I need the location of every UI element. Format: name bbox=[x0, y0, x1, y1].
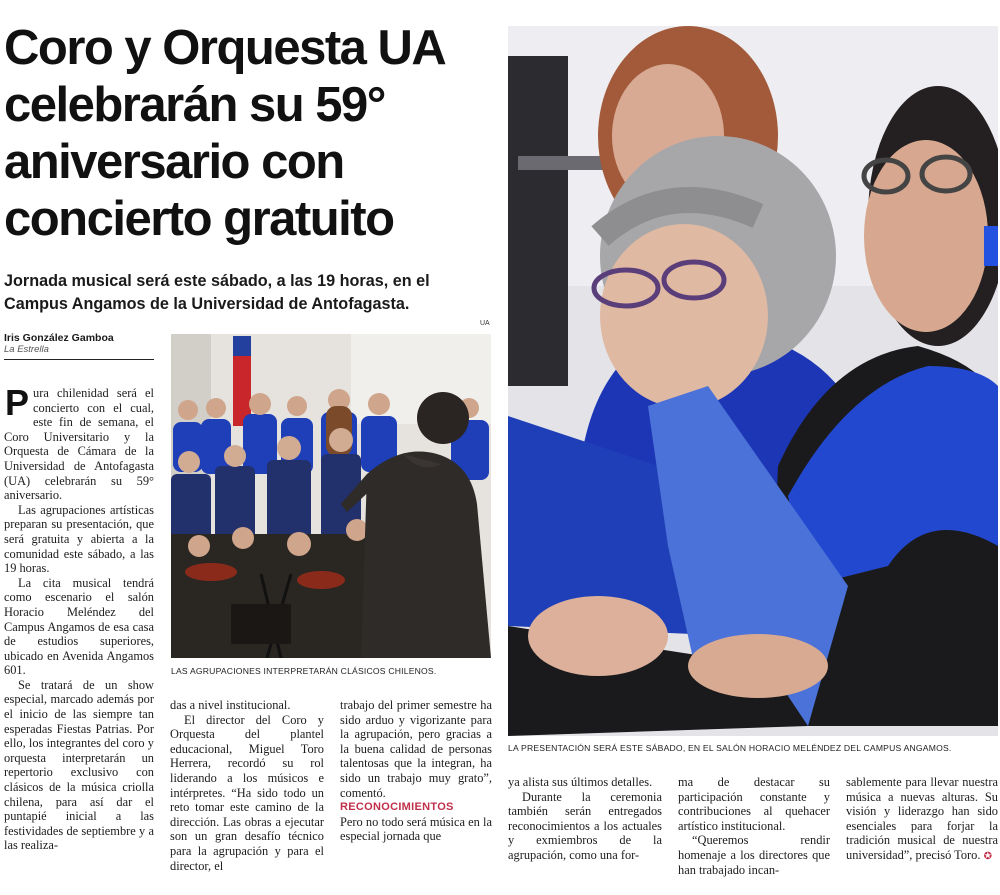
paragraph-1: ura chilenidad será el concierto con el cual, este fin de semana, el Coro Universitario y la Orquesta de Cámara de la Universidad de Antofagasta (UA) celebrarán su 59° aniversario. bbox=[4, 386, 154, 503]
caption-small-photo: LAS AGRUPACIONES INTERPRETARÁN CLÁSICOS CHILENOS. bbox=[171, 666, 437, 676]
paragraph-7-part-b: ma de destacar su participación constante y contribuciones al quehacer artístico institucional. bbox=[678, 775, 830, 833]
paragraph-4-part-b: das a nivel institucional. bbox=[170, 698, 291, 712]
byline-publication: La Estrella bbox=[4, 344, 49, 355]
article-column-4 bbox=[508, 775, 662, 863]
singers-closeup-photo bbox=[508, 26, 998, 736]
caption-big-photo: LA PRESENTACIÓN SERÁ ESTE SÁBADO, EN EL SALÓN HORACIO MELÉNDEZ DEL CAMPUS ANGAMOS. bbox=[508, 743, 952, 753]
deck-subtitle: Jornada musical será este sábado, a las 19 horas, en el Campus Angamos de la Universidad de Antofagasta. bbox=[4, 272, 430, 313]
article-column-1 bbox=[4, 382, 154, 853]
article-column-3 bbox=[340, 698, 492, 844]
article-column-5 bbox=[678, 775, 830, 877]
subhead-reconocimientos: RECONOCIMIENTOS bbox=[340, 801, 454, 814]
paragraph-7-part-a: Durante la ceremonia también serán entregados reconocimientos a los actuales y exmiembros de la agrupación, como una for- bbox=[508, 789, 662, 862]
byline-author: Iris González Gamboa bbox=[4, 332, 114, 344]
choir-orchestra-photo bbox=[171, 334, 491, 658]
end-mark-icon: ✪ bbox=[983, 850, 992, 862]
paragraph-6-part-a: Pero no todo será música en la especial jornada que bbox=[340, 814, 492, 844]
headline: Coro y Orquesta UA celebrarán su 59° aniversario con concierto gratuito bbox=[4, 21, 444, 246]
paragraph-5-part-b: trabajo del primer semestre ha sido arduo y vigorizante para la agrupación, pero gracias a la buena calidad de personas talentosas que la integran, ha sido un trabajo muy grato”, comentó. bbox=[340, 698, 492, 800]
photo-credit: UA bbox=[480, 320, 490, 327]
paragraph-6-part-b: ya alista sus últimos detalles. bbox=[508, 775, 653, 789]
paragraph-8-part-a: “Queremos rendir homenaje a los directores que han trabajado incan- bbox=[678, 833, 830, 877]
paragraph-4-part-a: Se tratará de un show especial, marcado además por el inicio de las siempre tan esperadas Fiestas Patrias. Por ello, los integrantes del coro y orquesta interpretarán un repertorio exclusivo con clásicos de la música criolla chilena, para así dar el puntapié inicial a las festividades de septiembre y a las realiza- bbox=[4, 677, 154, 853]
paragraph-8-part-b: sablemente para llevar nuestra música a nuevas alturas. Su visión y liderazgo han sido esenciales para forjar la tradición musical de nuestra universidad”, precisó Toro. ✪ bbox=[846, 775, 998, 862]
article-column-6 bbox=[846, 775, 998, 865]
paragraph-3: La cita musical tendrá como escenario el salón Horacio Meléndez del Campus Angamos de esa casa de estudios superiores, ubicado en Avenida Angamos 601. bbox=[4, 575, 154, 678]
article-column-2 bbox=[170, 698, 324, 873]
byline bbox=[4, 332, 154, 360]
paragraph-5-part-a: El director del Coro y Orquesta del plantel educacional, Miguel Toro Herrera, recordó su rol liderando a los músicos e intérpretes. “Ha sido todo un reto tomar este camino de la dirección. Las obras a ejecutar son un gran desafío técnico para la agrupación y para el director, el bbox=[170, 712, 324, 873]
paragraph-2: Las agrupaciones artísticas preparan su presentación, que será gratuita y abierta a la comunidad este sábado, a las 19 horas. bbox=[4, 502, 154, 576]
dropcap: P bbox=[5, 382, 30, 423]
